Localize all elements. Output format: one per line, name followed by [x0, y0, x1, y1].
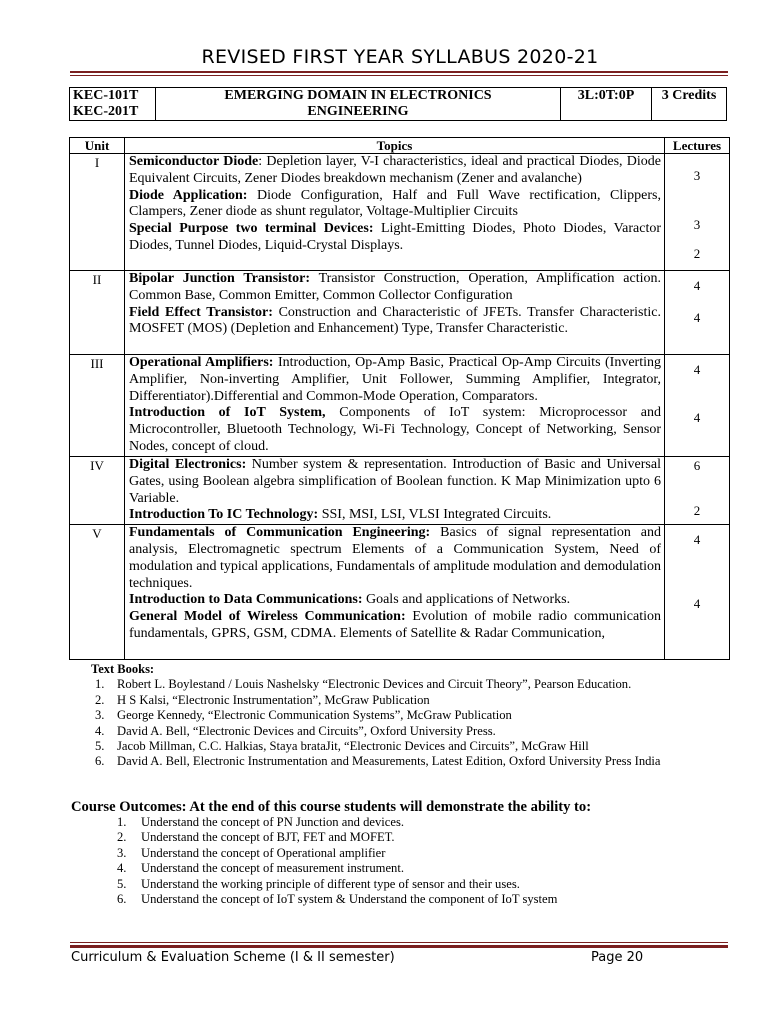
topic-separator: :	[258, 154, 263, 169]
list-number: 1.	[117, 815, 127, 829]
topic-text: Transistor Construction, Operation, Amplification action. Common Base, Common Emitter, Common Collector Configuration	[129, 271, 661, 303]
table-row	[70, 355, 730, 457]
lectures-cell	[665, 525, 730, 660]
textbooks-heading: Text Books:	[91, 662, 155, 676]
unit-number: IV	[70, 457, 125, 525]
topics-cell	[125, 457, 665, 525]
outcomes-heading: Course Outcomes: At the end of this course students will demonstrate the ability to:	[71, 799, 592, 815]
course-name-line1: EMERGING DOMAIN IN ELECTRONICS	[224, 88, 492, 103]
outcome-text: Understand the concept of Operational amplifier	[141, 845, 386, 860]
lecture-count: 2	[693, 246, 701, 261]
topic-paragraph	[129, 592, 661, 609]
topic-text: Number system & representation. Introduction of Basic and Universal Gates, using Boolean algebra simplification of Boolean function. K Map Minimization upto 6 Variable.	[129, 457, 661, 506]
topic-title: Introduction To IC Technology:	[129, 507, 319, 523]
textbook-text: David A. Bell, Electronic Instrumentation and Measurements, Latest Edition, Oxford University Press India	[117, 754, 661, 769]
topic-text: Evolution of mobile radio communication fundamentals, GPRS, GSM, CDMA. Elements of Satellite & Radar Communication,	[129, 609, 661, 641]
topics-cell	[125, 525, 665, 660]
list-number: 5.	[95, 739, 105, 754]
outcome-text: Understand the concept of measurement instrument.	[141, 861, 404, 876]
unit-number: III	[70, 355, 125, 457]
header-rule	[70, 71, 728, 73]
outcome-text: Understand the concept of IoT system & Understand the component of IoT system	[141, 892, 558, 907]
lecture-count: 3	[693, 217, 701, 232]
textbook-item	[91, 708, 731, 723]
lecture-count: 4	[693, 532, 701, 548]
topic-text: Construction and Characteristic of JFETs. Transfer Characteristic. MOSFET (MOS) (Depletion and Enhancement) Type, Transfer Characteristic.	[129, 304, 661, 337]
topic-title: Operational Amplifiers:	[129, 355, 274, 370]
topic-title: Special Purpose two terminal Devices:	[129, 221, 374, 237]
textbook-item	[91, 693, 731, 708]
outcome-text: Understand the working principle of different type of sensor and their uses.	[141, 876, 520, 891]
lectures-cell	[665, 457, 730, 525]
topics-cell	[125, 355, 665, 457]
topic-text: Basics of signal representation and analysis, Electromagnetic spectrum Elements of a Communication System, Need of modulation and typical applications, Fundamentals of amplitude modulation and demodulation techniques.	[129, 525, 661, 591]
course-code-1: KEC-101T	[73, 88, 139, 103]
topic-paragraph	[129, 355, 661, 405]
lecture-count: 4	[693, 310, 701, 325]
lectures-cell	[665, 154, 730, 271]
page-number: Page 20	[591, 950, 644, 965]
table-row	[70, 154, 730, 271]
topic-text: Goals and applications of Networks.	[362, 592, 571, 608]
topic-title: Introduction to Data Communications:	[129, 592, 363, 608]
outcomes-list	[113, 815, 557, 907]
course-header-table	[69, 87, 727, 121]
footer-left: Curriculum & Evaluation Scheme (I & II semester)	[71, 950, 395, 965]
header-rule-thin	[70, 75, 728, 76]
textbook-text: David A. Bell, “Electronic Devices and Circuits”, Oxford University Press.	[117, 723, 496, 738]
unit-number: II	[70, 271, 125, 355]
topic-paragraph	[129, 405, 661, 455]
list-number: 4.	[117, 861, 127, 876]
list-number: 5.	[117, 876, 127, 891]
outcome-text: Understand the concept of PN Junction and devices.	[141, 815, 404, 829]
lecture-count: 4	[693, 596, 701, 612]
document-title: REVISED FIRST YEAR SYLLABUS 2020-21	[201, 46, 599, 68]
topic-paragraph	[129, 154, 661, 188]
lecture-count: 6	[693, 458, 701, 473]
outcome-item	[113, 846, 557, 861]
topic-text: Introduction, Op-Amp Basic, Practical Op-Amp Circuits (Inverting Amplifier, Non-inverting Amplifier, Unit Follower, Summing Amplifier, Integrator, Differentiator).Differential and Common-Mode Operation, Comparators.	[129, 355, 661, 404]
outcome-item	[113, 877, 557, 892]
textbook-text: Robert L. Boylestand / Louis Nashelsky “Electronic Devices and Circuit Theory”, Pearson Education.	[117, 677, 632, 692]
lecture-count: 3	[693, 168, 701, 183]
course-name-line2: ENGINEERING	[307, 104, 409, 119]
topic-paragraph	[129, 507, 661, 524]
topic-paragraph	[129, 525, 661, 592]
topic-paragraph	[129, 271, 661, 305]
lectures-cell	[665, 355, 730, 457]
footer-rule-thin	[70, 942, 728, 943]
course-codes	[70, 88, 156, 121]
textbook-item	[91, 724, 731, 739]
topic-title: Field Effect Transistor:	[129, 304, 273, 320]
topic-paragraph	[129, 609, 661, 643]
topic-title: Bipolar Junction Transistor:	[129, 271, 311, 286]
textbook-item	[91, 754, 731, 769]
topic-paragraph	[129, 305, 661, 339]
course-credits: 3 Credits	[652, 88, 727, 121]
textbook-list	[91, 677, 731, 769]
list-number: 3.	[117, 845, 127, 860]
topics-cell	[125, 271, 665, 355]
textbook-text: H S Kalsi, “Electronic Instrumentation”, McGraw Publication	[117, 692, 430, 707]
outcome-item	[113, 815, 557, 830]
topic-paragraph	[129, 457, 661, 507]
topic-title: Semiconductor Diode	[129, 154, 259, 169]
lecture-count: 4	[693, 362, 701, 377]
course-code-2: KEC-201T	[73, 104, 139, 119]
list-number: 2.	[117, 830, 127, 845]
topic-text: Components of IoT system: Microprocessor and Microcontroller, Bluetooth Technology, Wi-Fi Technology, Concept of Networking, Sensor Nodes, concept of cloud.	[129, 405, 661, 454]
course-name	[156, 88, 561, 121]
outcome-item	[113, 861, 557, 876]
topic-text: Diode Configuration, Half and Full Wave rectification, Clippers, Clampers, Zener diode as shunt regulator, Voltage-Multiplier Circuits	[129, 187, 661, 220]
table-row	[70, 457, 730, 525]
textbook-item	[91, 677, 731, 692]
course-ltp: 3L:0T:0P	[561, 88, 652, 121]
topic-paragraph	[129, 188, 661, 222]
textbooks-section	[91, 662, 731, 770]
outcome-item	[113, 830, 557, 845]
list-number: 2.	[95, 692, 105, 707]
outcome-item	[113, 892, 557, 907]
topic-text: Depletion layer, V-I characteristics, ideal and practical Diodes, Diode Equivalent Circuits, Zener Diodes breakdown mechanism (Zener and avalanche)	[129, 154, 661, 186]
unit-number: I	[70, 154, 125, 271]
lecture-count: 4	[693, 410, 701, 425]
topic-text: Light-Emitting Diodes, Photo Diodes, Varactor Diodes, Tunnel Diodes, Liquid-Crystal Displays.	[129, 221, 661, 253]
header-topics: Topics	[125, 138, 665, 154]
textbook-text: Jacob Millman, C.C. Halkias, Staya brataJit, “Electronic Devices and Circuits”, McGraw Hill	[117, 739, 589, 754]
topic-title: General Model of Wireless Communication:	[129, 609, 406, 625]
topics-cell	[125, 154, 665, 271]
header-lectures: Lectures	[665, 138, 730, 154]
topic-title: Digital Electronics:	[129, 457, 247, 472]
topic-paragraph	[129, 221, 661, 255]
list-number: 1.	[95, 677, 105, 692]
list-number: 6.	[117, 892, 127, 907]
header-unit: Unit	[70, 138, 125, 154]
textbook-item	[91, 739, 731, 754]
lectures-cell	[665, 271, 730, 355]
topic-text: SSI, MSI, LSI, VLSI Integrated Circuits.	[318, 507, 552, 523]
table-header-row	[70, 138, 730, 154]
unit-number: V	[70, 525, 125, 660]
table-row	[70, 525, 730, 660]
list-number: 6.	[95, 754, 105, 769]
list-number: 4.	[95, 723, 105, 738]
outcome-text: Understand the concept of BJT, FET and MOFET.	[141, 830, 395, 845]
footer-rule	[70, 945, 728, 948]
textbook-text: George Kennedy, “Electronic Communication Systems”, McGraw Publication	[117, 708, 512, 723]
topic-title: Fundamentals of Communication Engineering:	[129, 525, 431, 541]
lecture-count: 4	[693, 278, 701, 293]
table-row	[70, 271, 730, 355]
topic-title: Diode Application:	[129, 187, 248, 203]
lecture-count: 2	[693, 503, 701, 518]
topic-title: Introduction of IoT System,	[129, 405, 326, 421]
list-number: 3.	[95, 708, 105, 723]
syllabus-table	[69, 137, 730, 660]
